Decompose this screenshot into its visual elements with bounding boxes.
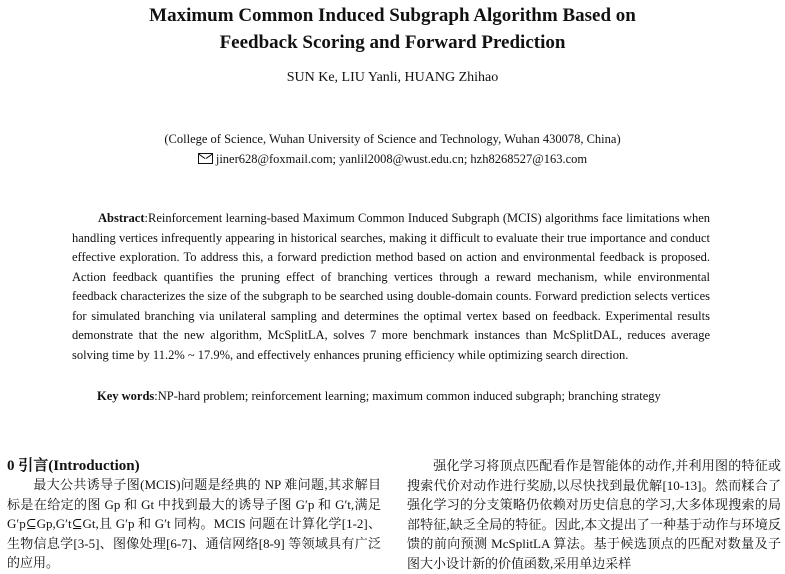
email-addresses: jiner628@foxmail.com; yanlil2008@wust.edu.cn; hzh8268527@163.com <box>215 152 588 166</box>
email-line <box>0 152 785 167</box>
abstract-text: Reinforcement learning-based Maximum Common Induced Subgraph (MCIS) algorithms face limitations when handling vertices infrequently appearing in historical searches, making it difficult to evaluate their true importance and conduct effective exploration. To address this, a forward prediction method based on action and environmental feedback is proposed. Action feedback quantifies the pruning effect of branching vertices through a reward mechanism, while environmental feedback characterizes the size of the subgraph to be searched using double-domain counts. Forward prediction selects vertices for simulated branching via unilateral sampling and determines the optimal vertex based on feedback. Experimental results demonstrate that the new algorithm, McSplitLA, solves 7 more benchmark instances than McSplitDAL, reduces average solving time by 11.2% ~ 17.9%, and effectively enhances pruning efficiency while optimizing search direction. <box>72 211 710 362</box>
paper-title-line-2: Feedback Scoring and Forward Prediction <box>219 32 566 53</box>
keywords-text: NP-hard problem; reinforcement learning; maximum common induced subgraph; branching strategy <box>157 389 661 403</box>
body-left-column <box>7 475 381 573</box>
paper-title-line-1: Maximum Common Induced Subgraph Algorithm Based on <box>149 5 636 26</box>
abstract-label: Abstract <box>98 211 145 225</box>
body-right-column <box>407 456 781 573</box>
keywords: Key words:NP-hard problem; reinforcement learning; maximum common induced subgraph; branching strategy <box>97 389 661 403</box>
section-heading: 0 引言(Introduction) <box>7 458 140 474</box>
right-paragraph: 强化学习将顶点匹配看作是智能体的动作,并利用图的特征或搜索代价对动作进行奖励,以尽快找到最优解[10-13]。然而糅合了强化学习的分支策略仍依赖对历史信息的学习,大多体现搜索的局部特征,缺乏全局的特征。因此,本文提出了一种基于动作与环境反馈的前向预测 McSplitLA 算法。基于候选顶点的匹配对数量及子图大小设计新的价值函数,采用单边采样 <box>407 458 781 571</box>
keywords-label: Key words <box>97 389 155 403</box>
envelope-icon <box>198 153 213 164</box>
abstract: Abstract:Reinforcement learning-based Maximum Common Induced Subgraph (MCIS) algorithms face limitations when handling vertices infrequently appearing in historical searches, making it difficult to evaluate their true importance and conduct effective exploration. To address this, a forward prediction method based on action and environmental feedback is proposed. Action feedback quantifies the pruning effect of branching vertices through a reward mechanism, while environmental feedback characterizes the size of the subgraph to be searched using double-domain counts. Forward prediction selects vertices for simulated branching via unilateral sampling and determines the optimal vertex based on feedback. Experimental results demonstrate that the new algorithm, McSplitLA, solves 7 more benchmark instances than McSplitDAL, reduces average solving time by 11.2% ~ 17.9%, and effectively enhances pruning efficiency while optimizing search direction. <box>72 211 710 362</box>
left-paragraph: 最大公共诱导子图(MCIS)问题是经典的 NP 难问题,其求解目标是在给定的图 Gp 和 Gt 中找到最大的诱导子图 G′p 和 G′t,满足 G′p⊆Gp,G′t⊆Gt,且 G′p 和 G′t 同构。MCIS 问题在计算化学[1-2]、生物信息学[3-5]、图像处理[6-7]、通信网络[8-9] 等领域具有广泛的应用。 <box>7 477 381 570</box>
affiliation: (College of Science, Wuhan University of Science and Technology, Wuhan 430078, China) <box>164 132 621 146</box>
authors: SUN Ke, LIU Yanli, HUANG Zhihao <box>286 70 499 85</box>
